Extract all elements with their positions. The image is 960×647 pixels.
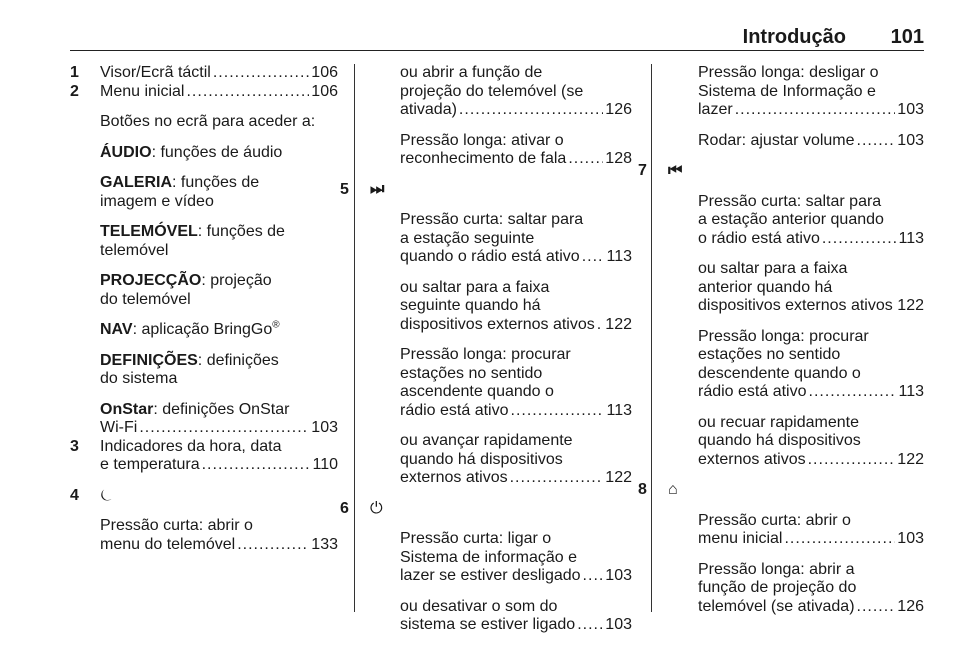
page-ref[interactable]: 128: [605, 150, 632, 167]
page-ref[interactable]: 126: [605, 101, 632, 118]
entry-next-station: Pressão curta: saltar para a estação seguinte quando o rádio está ativo ..... 113: [370, 211, 632, 267]
entry-galeria: GALERIA: funções de imagem e vídeo: [100, 174, 260, 210]
entry-prev-station: Pressão curta: saltar para a estação anterior quando o rádio está ativo ..... 113: [668, 193, 924, 249]
entry-prev-track: ou saltar para a faixa anterior quando há dispositivos externos ativos ..... 122: [668, 260, 924, 316]
page-ref[interactable]: 113: [606, 248, 632, 265]
page-number: 101: [890, 26, 924, 48]
page-ref[interactable]: 126: [897, 597, 924, 615]
intro-text: Botões no ecrã para aceder a:: [100, 113, 316, 130]
entry-definicoes: DEFINIÇÕES: definições do sistema: [100, 351, 279, 387]
page-ref[interactable]: 103: [605, 567, 632, 584]
entry-power-off: Pressão longa: desligar o Sistema de Informação e lazer ..... 103: [668, 64, 924, 120]
item-number: 8: [638, 481, 647, 498]
page-ref[interactable]: 110: [312, 456, 338, 473]
page-header: [70, 28, 924, 51]
item-number: 5: [340, 180, 349, 198]
index-item-1: [70, 64, 338, 83]
index-item-7: [638, 162, 924, 181]
page-ref[interactable]: 103: [605, 616, 632, 633]
entry-audio: ÁUDIO: funções de áudio: [100, 143, 283, 161]
page-ref[interactable]: 106: [311, 64, 338, 81]
page-ref[interactable]: 122: [897, 297, 924, 314]
skip-back-icon: ⏮: [668, 162, 683, 179]
index-item-6: [340, 500, 632, 519]
entry-fast-forward: ou avançar rapidamente quando há dispositivos externos ativos ..... 122: [370, 432, 632, 488]
entry-volume: Rodar: ajustar volume ..... 103: [668, 132, 924, 151]
column-2: [340, 64, 632, 647]
column-1: [70, 64, 338, 566]
entry-projeccao: PROJECÇÃO: projeção do telemóvel: [100, 272, 272, 308]
entry-next-track: ou saltar para a faixa seguinte quando há dispositivos externos ativos ..... 122: [370, 279, 632, 335]
item-number: 1: [70, 64, 79, 81]
item-number: 3: [70, 437, 79, 455]
item-text: Menu inicial: [100, 82, 185, 100]
item-number: 4: [70, 486, 79, 504]
item-number: 6: [340, 499, 349, 517]
index-item-3: 3 Indicadores da hora, data e temperatura ..... 110: [70, 438, 338, 475]
page-ref[interactable]: 103: [897, 101, 924, 118]
entry-item4: Pressão curta: abrir o menu do telemóvel ..... 133: [70, 517, 338, 554]
entry-mute: ou desativar o som do sistema se estiver ligado ..... 103: [370, 598, 632, 635]
page-ref[interactable]: 122: [605, 315, 632, 333]
column-divider-1: [354, 64, 355, 612]
page-ref[interactable]: 122: [605, 469, 632, 486]
page-ref[interactable]: 106: [311, 82, 338, 100]
index-item-8: [638, 481, 924, 500]
page-title: Introdução: [742, 26, 846, 48]
entry-home-menu: Pressão curta: abrir o menu inicial ..... 103: [668, 512, 924, 549]
page-ref[interactable]: 122: [897, 450, 924, 468]
entry-voice: Pressão longa: ativar o reconhecimento de fala ..... 128: [370, 132, 632, 169]
entry-telemovel: TELEMÓVEL: funções de telemóvel: [100, 223, 285, 259]
entry-seek-up: Pressão longa: procurar estações no sentido ascendente quando o rádio está ativo ..... 113: [370, 346, 632, 420]
entry-projection-long: Pressão longa: abrir a função de projeção do telemóvel (se ativada) ..... 126: [668, 561, 924, 617]
column-divider-2: [651, 64, 652, 612]
item-text: Visor/Ecrã táctil: [100, 64, 211, 81]
entry-rewind: ou recuar rapidamente quando há dispositivos externos ativos ..... 122: [668, 414, 924, 470]
index-item-5: [340, 181, 632, 200]
entry-nav: NAV: aplicação BringGo®: [100, 319, 280, 338]
page-ref[interactable]: 113: [898, 383, 924, 400]
power-icon: ⏻: [370, 499, 383, 517]
home-icon: ⌂: [668, 481, 678, 498]
item-number: 7: [638, 162, 647, 179]
page-ref[interactable]: 113: [606, 401, 632, 419]
entry-power-on: Pressão curta: ligar o Sistema de informação e lazer se estiver desligado ..... 103: [370, 530, 632, 586]
entry-onstar: OnStar: definições OnStar Wi-Fi ..... 103: [70, 401, 338, 438]
page-ref[interactable]: 103: [897, 131, 924, 149]
skip-forward-icon: ⏭: [370, 180, 385, 198]
page-ref[interactable]: 103: [897, 530, 924, 547]
index-item-2: [70, 83, 338, 102]
page-ref[interactable]: 133: [311, 535, 338, 553]
phone-icon: ⏾: [100, 486, 113, 504]
page-ref[interactable]: 103: [311, 419, 338, 436]
column-3: [638, 64, 924, 628]
entry-projection: ou abrir a função de projeção do telemóvel (se ativada) ..... 126: [370, 64, 632, 120]
page-ref[interactable]: 113: [898, 229, 924, 247]
entry-seek-down: Pressão longa: procurar estações no sentido descendente quando o rádio está ativo ..... 113: [668, 328, 924, 402]
item-number: 2: [70, 82, 79, 100]
index-item-4: [70, 487, 338, 506]
